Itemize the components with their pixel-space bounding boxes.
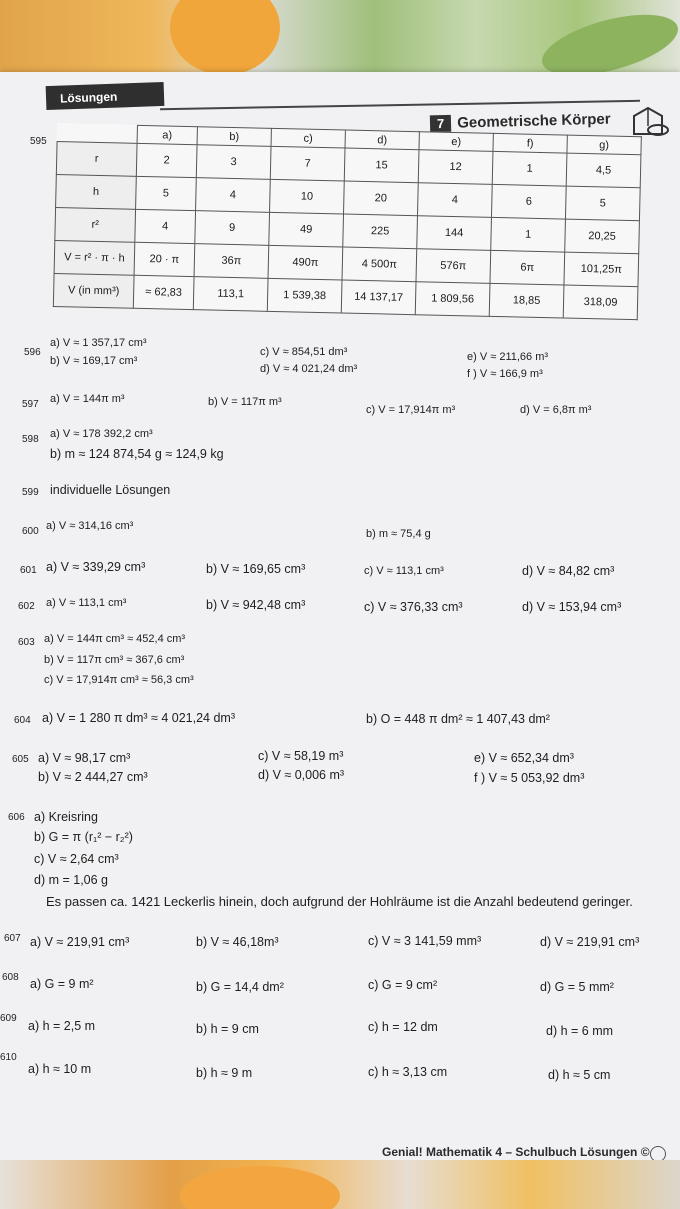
table-cell: 1 809,56	[415, 282, 490, 317]
table-cell: 113,1	[193, 277, 268, 312]
table-cell: 4	[196, 178, 271, 213]
answer-596a: a) V ≈ 1 357,17 cm³	[50, 337, 147, 349]
col-header-f: f)	[493, 133, 567, 153]
table-corner	[57, 124, 137, 144]
table-cell: 7	[270, 146, 345, 181]
table-cell: 4,5	[566, 153, 641, 188]
row-label: r²	[55, 207, 136, 242]
answer-608a: a) G = 9 m²	[30, 977, 94, 991]
answer-606a: a) Kreisring	[34, 810, 98, 824]
solution-table-595	[53, 123, 642, 320]
answer-610d: d) h ≈ 5 cm	[548, 1068, 611, 1082]
table-cell: 36π	[194, 244, 269, 279]
table-cell: 12	[418, 150, 493, 185]
answer-609b: b) h = 9 cm	[196, 1022, 259, 1036]
background-fabric-bottom	[0, 1160, 680, 1209]
exercise-number: 598	[22, 434, 39, 445]
table-cell: 4 500π	[342, 247, 417, 282]
answer-605d: d) V ≈ 0,006 m³	[258, 768, 345, 782]
answer-600b: b) m ≈ 75,4 g	[366, 528, 431, 540]
answer-602d: d) V ≈ 153,94 cm³	[522, 600, 622, 614]
orange-fruit-decoration	[170, 0, 280, 75]
answer-596b: b) V ≈ 169,17 cm³	[50, 355, 138, 367]
answer-605c: c) V ≈ 58,19 m³	[258, 749, 344, 763]
table-cell: 1 539,38	[267, 278, 342, 313]
table-cell: 4	[135, 209, 196, 243]
table-cell: 101,25π	[564, 252, 639, 287]
answer-605e: e) V ≈ 652,34 dm³	[474, 751, 574, 765]
section-tab: Lösungen	[46, 82, 165, 110]
answer-606-note: Es passen ca. 1421 Leckerlis hinein, doch aufgrund der Hohlräume ist die Anzahl bedeutend geringer.	[46, 894, 633, 909]
answer-608c: c) G = 9 cm²	[368, 978, 438, 992]
row-label: V = r² · π · h	[54, 240, 135, 275]
answer-603b: b) V = 117π cm³ ≈ 367,6 cm³	[44, 654, 185, 666]
answer-597a: a) V = 144π m³	[50, 393, 125, 405]
answer-607b: b) V ≈ 46,18m³	[196, 935, 279, 949]
geometric-bodies-icon	[628, 104, 672, 140]
row-label: h	[56, 174, 137, 209]
answer-609d: d) h = 6 mm	[546, 1024, 614, 1038]
answer-601a: a) V ≈ 339,29 cm³	[46, 560, 146, 574]
answer-608b: b) G = 14,4 dm²	[196, 980, 284, 994]
answer-596e: e) V ≈ 211,66 m³	[467, 351, 549, 363]
row-label: r	[56, 142, 137, 177]
exercise-number: 608	[2, 972, 19, 983]
answer-603a: a) V = 144π cm³ ≈ 452,4 cm³	[44, 633, 186, 645]
answer-597d: d) V = 6,8π m³	[520, 404, 592, 416]
table-cell: 5	[565, 186, 640, 221]
exercise-number: 610	[0, 1052, 17, 1063]
col-header-a: a)	[137, 125, 197, 144]
answer-610a: a) h ≈ 10 m	[28, 1062, 92, 1076]
col-header-b: b)	[197, 127, 271, 147]
table-cell: 225	[343, 214, 418, 249]
answer-602a: a) V ≈ 113,1 cm³	[46, 597, 127, 609]
answer-605b: b) V ≈ 2 444,27 cm³	[38, 770, 148, 784]
answer-596c: c) V ≈ 854,51 dm³	[260, 346, 348, 358]
answer-603c: c) V = 17,914π cm³ ≈ 56,3 cm³	[44, 674, 194, 686]
table-cell: 20 · π	[134, 242, 195, 276]
table-cell: 6π	[490, 250, 565, 285]
answer-607c: c) V ≈ 3 141,59 mm³	[368, 934, 482, 948]
row-label: V (in mm³)	[53, 273, 134, 308]
col-header-d: d)	[345, 130, 419, 150]
col-header-g: g)	[567, 135, 641, 155]
answer-606b: b) G = π (r₁² − r₂²)	[34, 830, 133, 844]
exercise-number: 599	[22, 487, 39, 498]
table-cell: 15	[344, 148, 419, 183]
answer-604a: a) V = 1 280 π dm³ ≈ 4 021,24 dm³	[42, 711, 236, 725]
exercise-number: 604	[14, 715, 31, 726]
answer-610c: c) h ≈ 3,13 cm	[368, 1065, 448, 1079]
table-cell: 49	[269, 212, 344, 247]
exercise-number: 609	[0, 1013, 17, 1024]
page-footer: Genial! Mathematik 4 – Schulbuch Lösungen ©	[382, 1145, 650, 1159]
exercise-number: 596	[24, 347, 41, 358]
table-cell: 10	[270, 179, 345, 214]
table-cell: 1	[492, 151, 567, 186]
col-header-c: c)	[271, 128, 345, 148]
col-header-e: e)	[419, 132, 493, 152]
table-cell: 3	[196, 145, 271, 180]
answer-602b: b) V ≈ 942,48 cm³	[206, 598, 306, 612]
chapter-number: 7	[430, 115, 452, 133]
answer-600a: a) V ≈ 314,16 cm³	[46, 520, 134, 532]
table-cell: 6	[491, 184, 566, 219]
table-cell: 9	[195, 211, 270, 246]
answer-597b: b) V = 117π m³	[208, 396, 282, 408]
table-cell: 14 137,17	[341, 280, 416, 315]
table-cell: 20,25	[565, 219, 640, 254]
answer-604b: b) O = 448 π dm² ≈ 1 407,43 dm²	[366, 712, 550, 726]
answer-596d: d) V ≈ 4 021,24 dm³	[260, 363, 358, 375]
answer-608d: d) G = 5 mm²	[540, 980, 614, 994]
table-cell: 1	[491, 217, 566, 252]
table-cell: 2	[136, 143, 197, 177]
table-cell: 5	[136, 176, 197, 210]
answer-598a: a) V ≈ 178 392,2 cm³	[50, 428, 153, 440]
answer-601d: d) V ≈ 84,82 cm³	[522, 564, 615, 578]
exercise-number: 606	[8, 812, 25, 823]
exercise-number: 605	[12, 754, 29, 765]
answer-598b: b) m ≈ 124 874,54 g ≈ 124,9 kg	[50, 447, 224, 461]
table-cell: 576π	[416, 249, 491, 284]
exercise-number: 607	[4, 933, 21, 944]
table-cell: 20	[344, 181, 419, 216]
answer-606c: c) V ≈ 2,64 cm³	[34, 852, 119, 866]
answer-606d: d) m = 1,06 g	[34, 873, 108, 887]
chapter-title: Geometrische Körper	[457, 110, 611, 132]
table-cell: 490π	[268, 245, 343, 280]
answer-599: individuelle Lösungen	[50, 483, 171, 497]
table-cell: 4	[417, 183, 492, 218]
answer-607a: a) V ≈ 219,91 cm³	[30, 935, 130, 949]
answer-609a: a) h = 2,5 m	[28, 1019, 96, 1033]
table-cell: 144	[417, 216, 492, 251]
orange-fruit-decoration	[180, 1166, 340, 1209]
exercise-number: 603	[18, 637, 35, 648]
exercise-number: 597	[22, 399, 39, 410]
answer-597c: c) V = 17,914π m³	[366, 404, 456, 416]
answer-607d: d) V ≈ 219,91 cm³	[540, 935, 640, 949]
answer-605a: a) V ≈ 98,17 cm³	[38, 751, 131, 765]
answer-596f: f ) V ≈ 166,9 m³	[467, 368, 543, 380]
answer-610b: b) h ≈ 9 m	[196, 1066, 253, 1080]
table-cell: 18,85	[489, 283, 564, 318]
answer-609c: c) h = 12 dm	[368, 1020, 438, 1034]
answer-601b: b) V ≈ 169,65 cm³	[206, 562, 306, 576]
answer-601c: c) V ≈ 113,1 cm³	[364, 565, 444, 577]
answer-602c: c) V ≈ 376,33 cm³	[364, 600, 463, 614]
exercise-number: 600	[22, 526, 39, 537]
table-cell: ≈ 62,83	[133, 275, 194, 309]
exercise-number: 602	[18, 601, 35, 612]
exercise-number: 595	[30, 136, 47, 147]
table-cell: 318,09	[563, 285, 638, 320]
exercise-number: 601	[20, 565, 37, 576]
answer-605f: f ) V ≈ 5 053,92 dm³	[474, 771, 585, 785]
